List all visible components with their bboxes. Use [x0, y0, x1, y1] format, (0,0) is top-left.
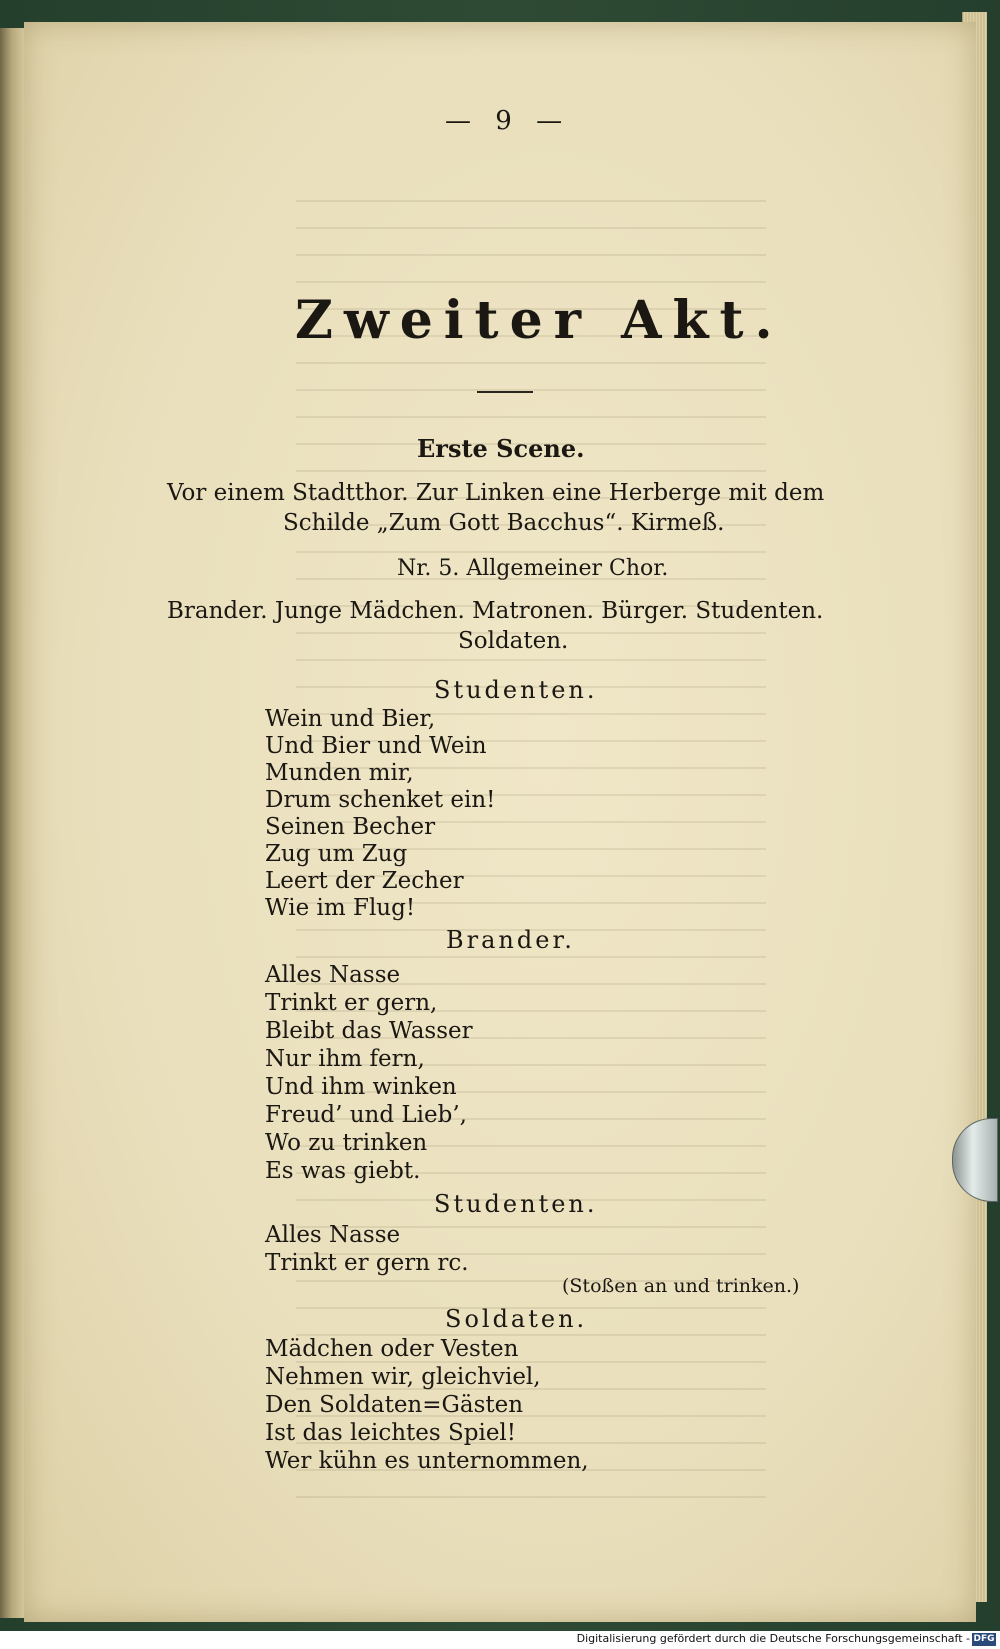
verse-line: Trinkt er gern rc.	[265, 1250, 469, 1276]
cast-line-2: Soldaten.	[458, 628, 569, 654]
verse-line: Munden mir,	[265, 760, 414, 786]
verse-line: Wein und Bier,	[265, 706, 436, 732]
verse-line: Und Bier und Wein	[265, 733, 487, 759]
title-divider	[477, 391, 533, 393]
setting-line-2: Schilde „Zum Gott Bacchus“. Kirmeß.	[283, 510, 725, 536]
act-title: Zweiter Akt.	[295, 290, 784, 351]
verse-line: Bleibt das Wasser	[265, 1018, 473, 1044]
verse-line: Ist das leichtes Spiel!	[265, 1420, 517, 1446]
book-spine-edge	[0, 28, 27, 1618]
verse-line: Drum schenket ein!	[265, 787, 496, 813]
verse-line: Nehmen wir, gleichviel,	[265, 1364, 541, 1390]
number-heading: Nr. 5. Allgemeiner Chor.	[397, 556, 669, 581]
verse-line: Nur ihm fern,	[265, 1046, 425, 1072]
speaker-name: Brander.	[446, 926, 575, 954]
verse-line: Zug um Zug	[265, 841, 408, 867]
verse-line: Und ihm winken	[265, 1074, 457, 1100]
cast-line-1: Brander. Junge Mädchen. Matronen. Bürger. Studenten.	[167, 598, 824, 624]
verse-line: Freud’ und Lieb’,	[265, 1102, 467, 1128]
verse-line: Alles Nasse	[265, 1222, 401, 1248]
speaker-name: Studenten.	[434, 676, 598, 704]
verse-line: Mädchen oder Vesten	[265, 1336, 519, 1362]
verse-line: Leert der Zecher	[265, 868, 464, 894]
setting-line-1: Vor einem Stadtthor. Zur Linken eine Herberge mit dem	[167, 480, 825, 506]
speaker-name: Soldaten.	[445, 1305, 588, 1333]
footer-credit: Digitalisierung gefördert durch die Deutsche Forschungsgemeinschaft -	[576, 1632, 970, 1645]
verse-line: Den Soldaten=Gästen	[265, 1392, 524, 1418]
speaker-name: Studenten.	[434, 1190, 598, 1218]
verse-line: Wie im Flug!	[265, 895, 416, 921]
verse-line: Trinkt er gern,	[265, 990, 438, 1016]
stage-direction: (Stoßen an und trinken.)	[562, 1275, 800, 1297]
dfg-logo: DFG	[973, 1634, 995, 1644]
verse-line: Wo zu trinken	[265, 1130, 428, 1156]
scene-title: Erste Scene.	[417, 434, 585, 463]
verse-line: Seinen Becher	[265, 814, 436, 840]
verse-line: Wer kühn es unternommen,	[265, 1448, 589, 1474]
verse-line: Alles Nasse	[265, 962, 401, 988]
page-number: — 9 —	[445, 106, 571, 136]
verse-line: Es was giebt.	[265, 1158, 421, 1184]
